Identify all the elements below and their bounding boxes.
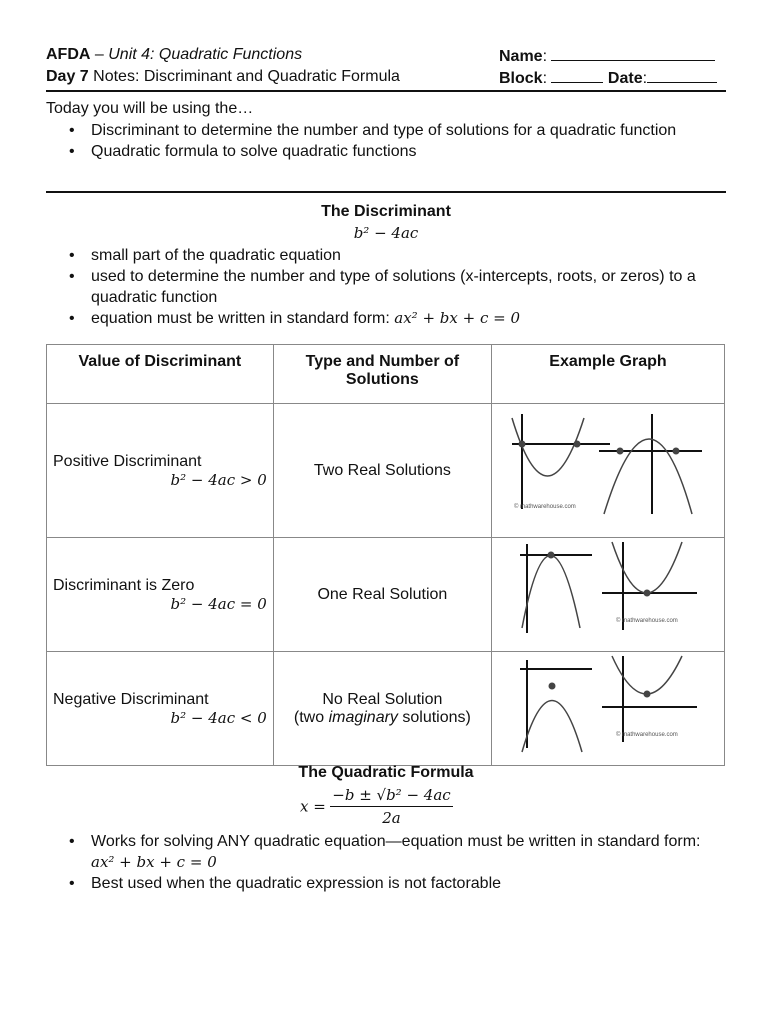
block-label: Block (499, 70, 543, 87)
name-field[interactable]: Name: (499, 46, 715, 66)
bullet-text: equation must be written in standard form: (91, 310, 395, 327)
discriminant-bullet-3 (46, 308, 726, 329)
intro-section (46, 98, 726, 162)
col-header-type: Type and Number of Solutions (273, 345, 491, 404)
table-row (47, 538, 725, 652)
formula-denominator: 2a (382, 809, 401, 827)
intro-bullet-2: • Quadratic formula to solve quadratic functions (46, 141, 726, 162)
unit-title: Unit 4: Quadratic Functions (108, 46, 303, 63)
discriminant-title: The Discriminant (321, 203, 451, 220)
table-row (47, 652, 725, 766)
row-math: b² − 4ac = 0 (170, 594, 267, 613)
subtext-pre: (two (293, 708, 329, 726)
date-blank[interactable] (647, 68, 717, 83)
table-row (47, 404, 725, 538)
discriminant-bullet-1: • small part of the quadratic equation (46, 245, 726, 266)
graph-cell (491, 538, 724, 652)
dash: – (90, 46, 109, 63)
row-label: Discriminant is Zero (53, 576, 195, 594)
formula-numerator: −b ± √b² − 4ac (330, 786, 452, 807)
value-cell (47, 538, 274, 652)
col-header-value: Value of Discriminant (47, 345, 274, 404)
day-title: Notes: Discriminant and Quadratic Formula (88, 68, 400, 85)
name-label: Name (499, 48, 543, 65)
standard-form-math: ax² + bx + c = 0 (394, 309, 521, 327)
graph-one-solution (492, 538, 724, 646)
type-cell: Two Real Solutions (273, 404, 491, 538)
course-line (46, 46, 302, 64)
bullet-text: Works for solving ANY quadratic equation—equation must be written in standard form: (91, 833, 701, 850)
formula-fraction (330, 786, 452, 827)
formula-title: The Quadratic Formula (298, 764, 474, 781)
discriminant-bullets (46, 245, 726, 329)
intro-bullet-1: • Discriminant to determine the number and type of solutions for a quadratic function (46, 120, 726, 141)
formula-bullets (46, 831, 726, 894)
value-cell (47, 652, 274, 766)
discriminant-table (46, 344, 725, 766)
standard-form-math: ax² + bx + c = 0 (91, 853, 217, 871)
subtext-em: imaginary (328, 708, 398, 726)
row-label: Positive Discriminant (53, 452, 202, 470)
day-line (46, 68, 400, 86)
row-label: Negative Discriminant (53, 690, 209, 708)
discriminant-bullet-2: • used to determine the number and type of solutions (x-intercepts, roots, or zeros) to a quadratic function (46, 266, 726, 308)
watermark: © mathwarehouse.com (615, 732, 678, 738)
graph-cell (491, 652, 724, 766)
formula-bullet-1 (46, 831, 726, 873)
section-divider (46, 191, 726, 193)
graph-cell (491, 404, 724, 538)
graph-no-solution (492, 652, 724, 760)
formula-bullet-2: • Best used when the quadratic expression is not factorable (46, 873, 726, 894)
type-subtext (274, 709, 491, 727)
type-text: No Real Solution (322, 690, 443, 708)
intro-lead: Today you will be using the… (46, 100, 254, 117)
discriminant-formula: b² − 4ac (353, 224, 419, 242)
date-label: Date (607, 70, 643, 87)
graph-two-solutions (492, 404, 724, 532)
name-blank[interactable] (551, 46, 715, 61)
watermark: © mathwarehouse.com (513, 504, 576, 510)
day-label: Day 7 (46, 68, 89, 85)
row-math: b² − 4ac > 0 (170, 470, 267, 489)
col-header-graph: Example Graph (491, 345, 724, 404)
block-date-field[interactable]: Block: Date: (499, 68, 717, 88)
page-header (46, 46, 726, 92)
type-cell: One Real Solution (273, 538, 491, 652)
course-name: AFDA (46, 46, 91, 63)
quadratic-formula (300, 786, 500, 827)
type-cell (273, 652, 491, 766)
formula-lhs: x = (300, 797, 326, 816)
value-cell (47, 404, 274, 538)
row-math: b² − 4ac < 0 (170, 708, 267, 727)
block-blank[interactable] (551, 68, 603, 83)
subtext-post: solutions) (397, 708, 471, 726)
watermark: © mathwarehouse.com (615, 618, 678, 624)
